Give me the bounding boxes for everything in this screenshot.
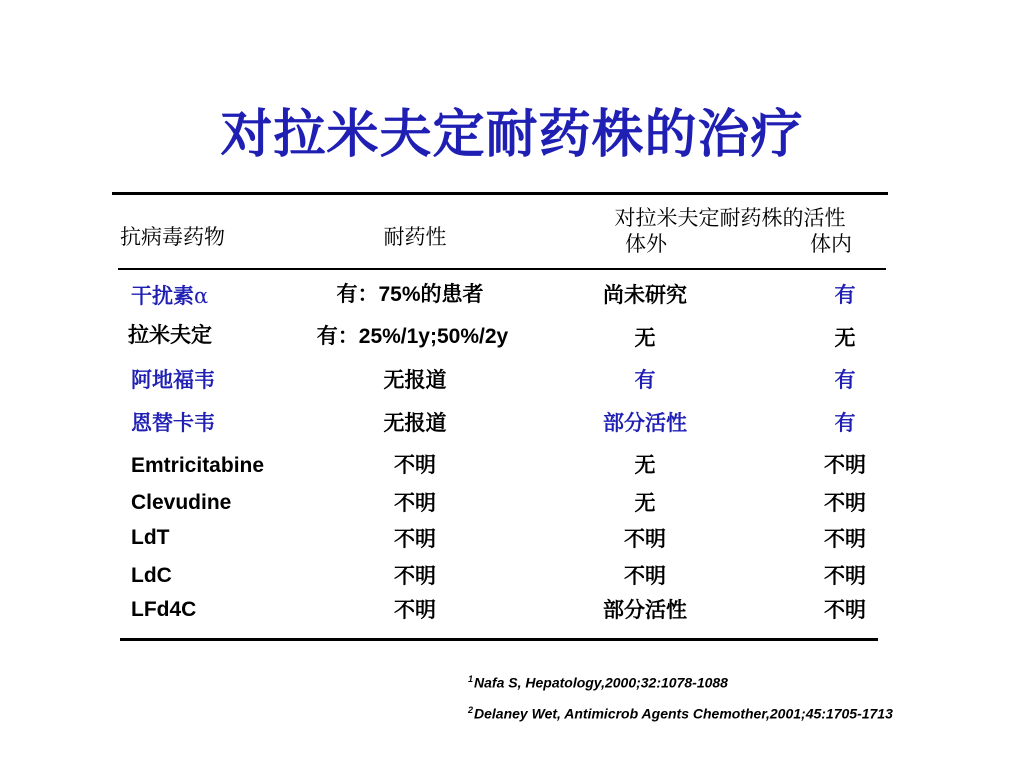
table-row-resistance: 有：25%/1y;50%/2y (316, 325, 509, 348)
table-row-in-vitro: 无 (634, 454, 656, 477)
table-row-in-vitro: 无 (634, 327, 656, 350)
reference-2 (468, 705, 893, 722)
table-row-resistance: 不明 (394, 528, 436, 551)
header-in-vitro: 体外 (625, 233, 667, 256)
table-row-in-vivo: 有 (834, 412, 856, 435)
table-row-in-vitro: 尚未研究 (603, 284, 687, 307)
table-row-drug: 恩替卡韦 (131, 412, 215, 435)
drug-name: 干扰素 (131, 285, 194, 308)
reference-2-number: 2 (468, 705, 474, 715)
table-row-resistance: 有：75%的患者 (336, 283, 484, 306)
header-drug: 抗病毒药物 (120, 226, 225, 249)
table-row-in-vitro: 有 (634, 369, 656, 392)
alpha-symbol: α (194, 284, 209, 308)
table-row-resistance: 无报道 (383, 412, 447, 435)
table-top-rule (112, 192, 888, 195)
table-row-in-vivo: 有 (834, 369, 856, 392)
header-activity-group (560, 206, 900, 258)
reference-1-text: Nafa S, Hepatology,2000;32:1078-1088 (474, 674, 728, 691)
reference-1-number: 1 (468, 674, 474, 684)
table-row-in-vivo: 不明 (824, 565, 866, 588)
table-row-in-vitro: 不明 (624, 528, 666, 551)
table-row-resistance: 不明 (394, 565, 436, 588)
table-row-drug: 阿地福韦 (131, 369, 215, 392)
table-row-drug: Clevudine (131, 491, 232, 514)
table-row-in-vivo: 不明 (824, 528, 866, 551)
table-row-resistance: 不明 (394, 599, 436, 622)
table-row-in-vitro: 部分活性 (603, 412, 687, 435)
table-row-in-vivo: 有 (834, 284, 856, 307)
slide-title: 对拉米夫定耐药株的治疗 (220, 106, 804, 164)
table-row-in-vitro: 部分活性 (603, 599, 687, 622)
table-row-in-vivo: 不明 (824, 599, 866, 622)
table-row-drug (131, 283, 208, 310)
header-resistance: 耐药性 (383, 226, 447, 249)
table-row-in-vitro: 不明 (624, 565, 666, 588)
reference-1 (468, 674, 728, 691)
table-bottom-rule (120, 638, 878, 641)
table-row-in-vitro: 无 (634, 492, 656, 515)
table-row-drug: Emtricitabine (131, 454, 265, 477)
table-row-drug: LFd4C (131, 598, 197, 621)
header-in-vivo: 体内 (810, 233, 852, 256)
table-row-in-vivo: 不明 (824, 492, 866, 515)
header-activity: 对拉米夫定耐药株的活性 (614, 207, 846, 230)
reference-2-text: Delaney Wet, Antimicrob Agents Chemother,2001;45:1705-1713 (474, 705, 893, 722)
table-row-resistance: 不明 (394, 454, 436, 477)
table-row-resistance: 不明 (394, 492, 436, 515)
table-row-drug: LdT (131, 526, 170, 549)
table-row-in-vivo: 无 (834, 327, 856, 350)
table-header-rule (118, 268, 886, 270)
table-row-drug: 拉米夫定 (128, 324, 212, 347)
table-row-resistance: 无报道 (383, 369, 447, 392)
header-subcolumns (560, 232, 900, 258)
table-row-drug: LdC (131, 564, 172, 587)
table-row-in-vivo: 不明 (824, 454, 866, 477)
